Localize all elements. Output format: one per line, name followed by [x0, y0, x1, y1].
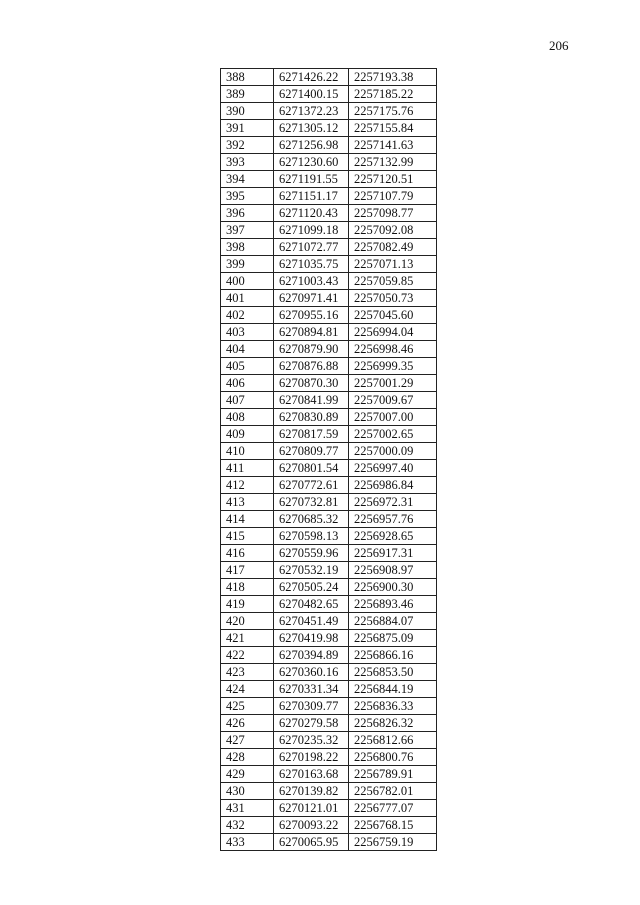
y-coordinate-cell: 2257071.13 [349, 256, 437, 273]
table-row [221, 698, 437, 715]
point-number-cell: 400 [221, 273, 274, 290]
x-coordinate-cell: 6270817.59 [274, 426, 349, 443]
y-coordinate-cell: 2257141.63 [349, 137, 437, 154]
table-row [221, 783, 437, 800]
x-coordinate-cell: 6270065.95 [274, 834, 349, 851]
table-row [221, 324, 437, 341]
y-coordinate-cell: 2256986.84 [349, 477, 437, 494]
point-number-cell: 394 [221, 171, 274, 188]
point-number-cell: 422 [221, 647, 274, 664]
y-coordinate-cell: 2256768.15 [349, 817, 437, 834]
point-number-cell: 396 [221, 205, 274, 222]
point-number-cell: 402 [221, 307, 274, 324]
x-coordinate-cell: 6270163.68 [274, 766, 349, 783]
table-row [221, 103, 437, 120]
y-coordinate-cell: 2257050.73 [349, 290, 437, 307]
y-coordinate-cell: 2257007.00 [349, 409, 437, 426]
table-row [221, 358, 437, 375]
x-coordinate-cell: 6270360.16 [274, 664, 349, 681]
x-coordinate-cell: 6271230.60 [274, 154, 349, 171]
point-number-cell: 407 [221, 392, 274, 409]
y-coordinate-cell: 2257092.08 [349, 222, 437, 239]
point-number-cell: 398 [221, 239, 274, 256]
table-row [221, 256, 437, 273]
x-coordinate-cell: 6270139.82 [274, 783, 349, 800]
table-row [221, 171, 437, 188]
table-row [221, 749, 437, 766]
table-row [221, 460, 437, 477]
x-coordinate-cell: 6270841.99 [274, 392, 349, 409]
table-row [221, 222, 437, 239]
y-coordinate-cell: 2256908.97 [349, 562, 437, 579]
x-coordinate-cell: 6270451.49 [274, 613, 349, 630]
y-coordinate-cell: 2256997.40 [349, 460, 437, 477]
y-coordinate-cell: 2256789.91 [349, 766, 437, 783]
table-row [221, 562, 437, 579]
y-coordinate-cell: 2256782.01 [349, 783, 437, 800]
table-row [221, 443, 437, 460]
point-number-cell: 414 [221, 511, 274, 528]
point-number-cell: 395 [221, 188, 274, 205]
point-number-cell: 424 [221, 681, 274, 698]
y-coordinate-cell: 2257120.51 [349, 171, 437, 188]
y-coordinate-cell: 2256928.65 [349, 528, 437, 545]
table-row [221, 681, 437, 698]
x-coordinate-cell: 6271400.15 [274, 86, 349, 103]
x-coordinate-cell: 6270772.61 [274, 477, 349, 494]
point-number-cell: 390 [221, 103, 274, 120]
x-coordinate-cell: 6270879.90 [274, 341, 349, 358]
table-row [221, 409, 437, 426]
y-coordinate-cell: 2256759.19 [349, 834, 437, 851]
table-row [221, 273, 437, 290]
x-coordinate-cell: 6270093.22 [274, 817, 349, 834]
y-coordinate-cell: 2256812.66 [349, 732, 437, 749]
table-row [221, 732, 437, 749]
point-number-cell: 416 [221, 545, 274, 562]
table-row [221, 545, 437, 562]
x-coordinate-cell: 6271191.55 [274, 171, 349, 188]
point-number-cell: 417 [221, 562, 274, 579]
point-number-cell: 392 [221, 137, 274, 154]
table-row [221, 239, 437, 256]
point-number-cell: 423 [221, 664, 274, 681]
y-coordinate-cell: 2256777.07 [349, 800, 437, 817]
y-coordinate-cell: 2256900.30 [349, 579, 437, 596]
x-coordinate-cell: 6270198.22 [274, 749, 349, 766]
y-coordinate-cell: 2257193.38 [349, 69, 437, 86]
x-coordinate-cell: 6270971.41 [274, 290, 349, 307]
y-coordinate-cell: 2256853.50 [349, 664, 437, 681]
table-row [221, 630, 437, 647]
table-row [221, 477, 437, 494]
x-coordinate-cell: 6270121.01 [274, 800, 349, 817]
table-row [221, 307, 437, 324]
coordinates-table [220, 68, 437, 851]
point-number-cell: 428 [221, 749, 274, 766]
point-number-cell: 388 [221, 69, 274, 86]
point-number-cell: 410 [221, 443, 274, 460]
point-number-cell: 413 [221, 494, 274, 511]
table-row [221, 766, 437, 783]
point-number-cell: 399 [221, 256, 274, 273]
table-row [221, 715, 437, 732]
y-coordinate-cell: 2256972.31 [349, 494, 437, 511]
point-number-cell: 431 [221, 800, 274, 817]
y-coordinate-cell: 2257155.84 [349, 120, 437, 137]
x-coordinate-cell: 6270809.77 [274, 443, 349, 460]
y-coordinate-cell: 2257082.49 [349, 239, 437, 256]
point-number-cell: 397 [221, 222, 274, 239]
point-number-cell: 432 [221, 817, 274, 834]
x-coordinate-cell: 6270279.58 [274, 715, 349, 732]
point-number-cell: 425 [221, 698, 274, 715]
x-coordinate-cell: 6270394.89 [274, 647, 349, 664]
x-coordinate-cell: 6270309.77 [274, 698, 349, 715]
point-number-cell: 421 [221, 630, 274, 647]
y-coordinate-cell: 2257059.85 [349, 273, 437, 290]
y-coordinate-cell: 2256826.32 [349, 715, 437, 732]
y-coordinate-cell: 2256998.46 [349, 341, 437, 358]
point-number-cell: 406 [221, 375, 274, 392]
x-coordinate-cell: 6270870.30 [274, 375, 349, 392]
table-row [221, 375, 437, 392]
x-coordinate-cell: 6270876.88 [274, 358, 349, 375]
point-number-cell: 426 [221, 715, 274, 732]
x-coordinate-cell: 6270482.65 [274, 596, 349, 613]
table-row [221, 120, 437, 137]
table-row [221, 154, 437, 171]
coordinates-table-body [221, 69, 437, 851]
y-coordinate-cell: 2257001.29 [349, 375, 437, 392]
x-coordinate-cell: 6271003.43 [274, 273, 349, 290]
table-row [221, 647, 437, 664]
table-row [221, 528, 437, 545]
x-coordinate-cell: 6271035.75 [274, 256, 349, 273]
point-number-cell: 415 [221, 528, 274, 545]
y-coordinate-cell: 2256844.19 [349, 681, 437, 698]
point-number-cell: 418 [221, 579, 274, 596]
y-coordinate-cell: 2256836.33 [349, 698, 437, 715]
x-coordinate-cell: 6270685.32 [274, 511, 349, 528]
x-coordinate-cell: 6270955.16 [274, 307, 349, 324]
x-coordinate-cell: 6270532.19 [274, 562, 349, 579]
point-number-cell: 412 [221, 477, 274, 494]
table-row [221, 800, 437, 817]
table-row [221, 817, 437, 834]
y-coordinate-cell: 2256884.07 [349, 613, 437, 630]
page-number: 206 [549, 38, 569, 53]
point-number-cell: 427 [221, 732, 274, 749]
point-number-cell: 401 [221, 290, 274, 307]
y-coordinate-cell: 2257002.65 [349, 426, 437, 443]
y-coordinate-cell: 2256866.16 [349, 647, 437, 664]
table-row [221, 596, 437, 613]
point-number-cell: 404 [221, 341, 274, 358]
x-coordinate-cell: 6270894.81 [274, 324, 349, 341]
table-row [221, 664, 437, 681]
x-coordinate-cell: 6270419.98 [274, 630, 349, 647]
y-coordinate-cell: 2257098.77 [349, 205, 437, 222]
table-row [221, 86, 437, 103]
y-coordinate-cell: 2256893.46 [349, 596, 437, 613]
point-number-cell: 408 [221, 409, 274, 426]
y-coordinate-cell: 2256800.76 [349, 749, 437, 766]
y-coordinate-cell: 2256957.76 [349, 511, 437, 528]
table-row [221, 834, 437, 851]
y-coordinate-cell: 2256994.04 [349, 324, 437, 341]
table-row [221, 426, 437, 443]
x-coordinate-cell: 6270559.96 [274, 545, 349, 562]
point-number-cell: 393 [221, 154, 274, 171]
x-coordinate-cell: 6271099.18 [274, 222, 349, 239]
table-row [221, 392, 437, 409]
point-number-cell: 433 [221, 834, 274, 851]
point-number-cell: 419 [221, 596, 274, 613]
point-number-cell: 411 [221, 460, 274, 477]
x-coordinate-cell: 6270732.81 [274, 494, 349, 511]
table-row [221, 579, 437, 596]
point-number-cell: 405 [221, 358, 274, 375]
table-row [221, 341, 437, 358]
table-row [221, 613, 437, 630]
y-coordinate-cell: 2257045.60 [349, 307, 437, 324]
y-coordinate-cell: 2257107.79 [349, 188, 437, 205]
y-coordinate-cell: 2257009.67 [349, 392, 437, 409]
table-row [221, 290, 437, 307]
point-number-cell: 429 [221, 766, 274, 783]
y-coordinate-cell: 2256875.09 [349, 630, 437, 647]
x-coordinate-cell: 6271256.98 [274, 137, 349, 154]
point-number-cell: 409 [221, 426, 274, 443]
x-coordinate-cell: 6271151.17 [274, 188, 349, 205]
x-coordinate-cell: 6270235.32 [274, 732, 349, 749]
point-number-cell: 430 [221, 783, 274, 800]
table-row [221, 494, 437, 511]
x-coordinate-cell: 6271372.23 [274, 103, 349, 120]
x-coordinate-cell: 6271072.77 [274, 239, 349, 256]
table-row [221, 205, 437, 222]
point-number-cell: 403 [221, 324, 274, 341]
y-coordinate-cell: 2257175.76 [349, 103, 437, 120]
y-coordinate-cell: 2257185.22 [349, 86, 437, 103]
x-coordinate-cell: 6270598.13 [274, 528, 349, 545]
y-coordinate-cell: 2257132.99 [349, 154, 437, 171]
x-coordinate-cell: 6271305.12 [274, 120, 349, 137]
x-coordinate-cell: 6270801.54 [274, 460, 349, 477]
x-coordinate-cell: 6271426.22 [274, 69, 349, 86]
point-number-cell: 391 [221, 120, 274, 137]
x-coordinate-cell: 6271120.43 [274, 205, 349, 222]
table-row [221, 188, 437, 205]
x-coordinate-cell: 6270331.34 [274, 681, 349, 698]
point-number-cell: 420 [221, 613, 274, 630]
table-row [221, 137, 437, 154]
y-coordinate-cell: 2256999.35 [349, 358, 437, 375]
y-coordinate-cell: 2256917.31 [349, 545, 437, 562]
table-row [221, 69, 437, 86]
x-coordinate-cell: 6270830.89 [274, 409, 349, 426]
point-number-cell: 389 [221, 86, 274, 103]
table-row [221, 511, 437, 528]
y-coordinate-cell: 2257000.09 [349, 443, 437, 460]
x-coordinate-cell: 6270505.24 [274, 579, 349, 596]
